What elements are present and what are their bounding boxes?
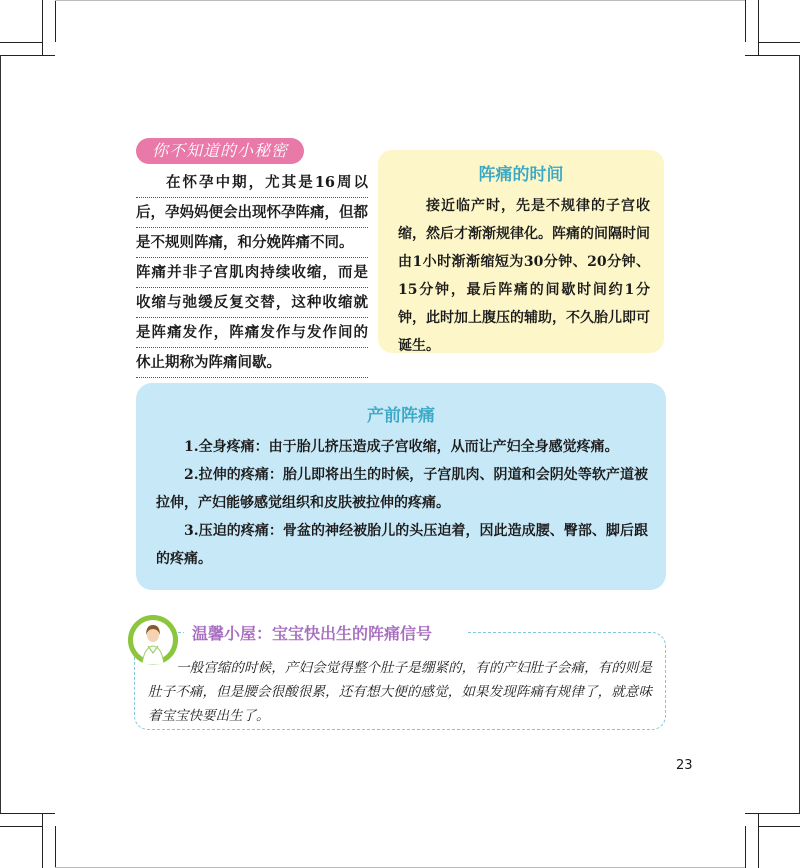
crop-mark (758, 0, 759, 55)
secret-line: 收缩与弛缓反复交替，这种收缩就 (136, 288, 368, 318)
warm-tips-title: 温馨小屋：宝宝快出生的阵痛信号 (192, 624, 433, 643)
prenatal-pain-item: 2.拉伸的疼痛：胎儿即将出生的时候，子宫肌肉、阴道和会阴处等软产道被拉伸，产妇能够感觉组织和皮肤被拉伸的疼痛。 (156, 467, 648, 511)
page-edge-top (55, 0, 745, 1)
crop-mark (745, 0, 746, 42)
crop-mark (758, 826, 800, 827)
secret-line: 休止期称为阵痛间歇。 (136, 348, 368, 378)
pain-time-box (378, 150, 664, 353)
warm-tips-text: 一般宫缩的时候，产妇会觉得整个肚子是绷紧的，有的产妇肚子会痛，有的则是肚子不痛，但是腰会很酸很累，还有想大便的感觉，如果发现阵痛有规律了，就意味着宝宝快要出生了。 (148, 660, 652, 724)
crop-mark (42, 813, 43, 868)
crop-mark (0, 826, 42, 827)
crop-mark (55, 826, 56, 868)
secret-tag: 你不知道的小秘密 (136, 138, 304, 164)
crop-mark (0, 42, 42, 43)
prenatal-pain-item: 3.压迫的疼痛：骨盆的神经被胎儿的头压迫着，因此造成腰、臀部、脚后跟的疼痛。 (156, 523, 648, 567)
crop-mark (745, 55, 800, 56)
prenatal-pain-title: 产前阵痛 (367, 406, 435, 426)
crop-mark (758, 42, 800, 43)
pain-time-title: 阵痛的时间 (478, 165, 564, 185)
secret-body (136, 168, 368, 378)
secret-line: 阵痛并非子宫肌肉持续收缩，而是 (136, 258, 368, 288)
crop-mark (0, 813, 55, 814)
prenatal-pain-list (156, 433, 648, 573)
page-number: 23 (676, 758, 693, 773)
secret-line: 是不规则阵痛，和分娩阵痛不同。 (136, 228, 368, 258)
crop-mark (0, 55, 55, 56)
pain-time-text: 接近临产时，先是不规律的子宫收缩，然后才渐渐规律化。阵痛的间隔时间由1小时渐渐缩短为30分钟、20分钟、15分钟，最后阵痛的间歇时间约1分钟，此时加上腹压的辅助，不久胎儿即可诞生。 (398, 198, 650, 354)
crop-mark (745, 813, 800, 814)
crop-mark (55, 0, 56, 42)
secret-line: 在怀孕中期，尤其是16周以 (136, 168, 368, 198)
page-edge-left (0, 55, 1, 813)
secret-line: 后，孕妈妈便会出现怀孕阵痛，但都 (136, 198, 368, 228)
crop-mark (42, 0, 43, 55)
prenatal-pain-box (136, 383, 666, 590)
crop-mark (758, 813, 759, 868)
secret-line: 是阵痛发作，阵痛发作与发作间的 (136, 318, 368, 348)
crop-mark (745, 826, 746, 868)
prenatal-pain-item: 1.全身疼痛：由于胎儿挤压造成子宫收缩，从而让产妇全身感觉疼痛。 (184, 439, 619, 455)
